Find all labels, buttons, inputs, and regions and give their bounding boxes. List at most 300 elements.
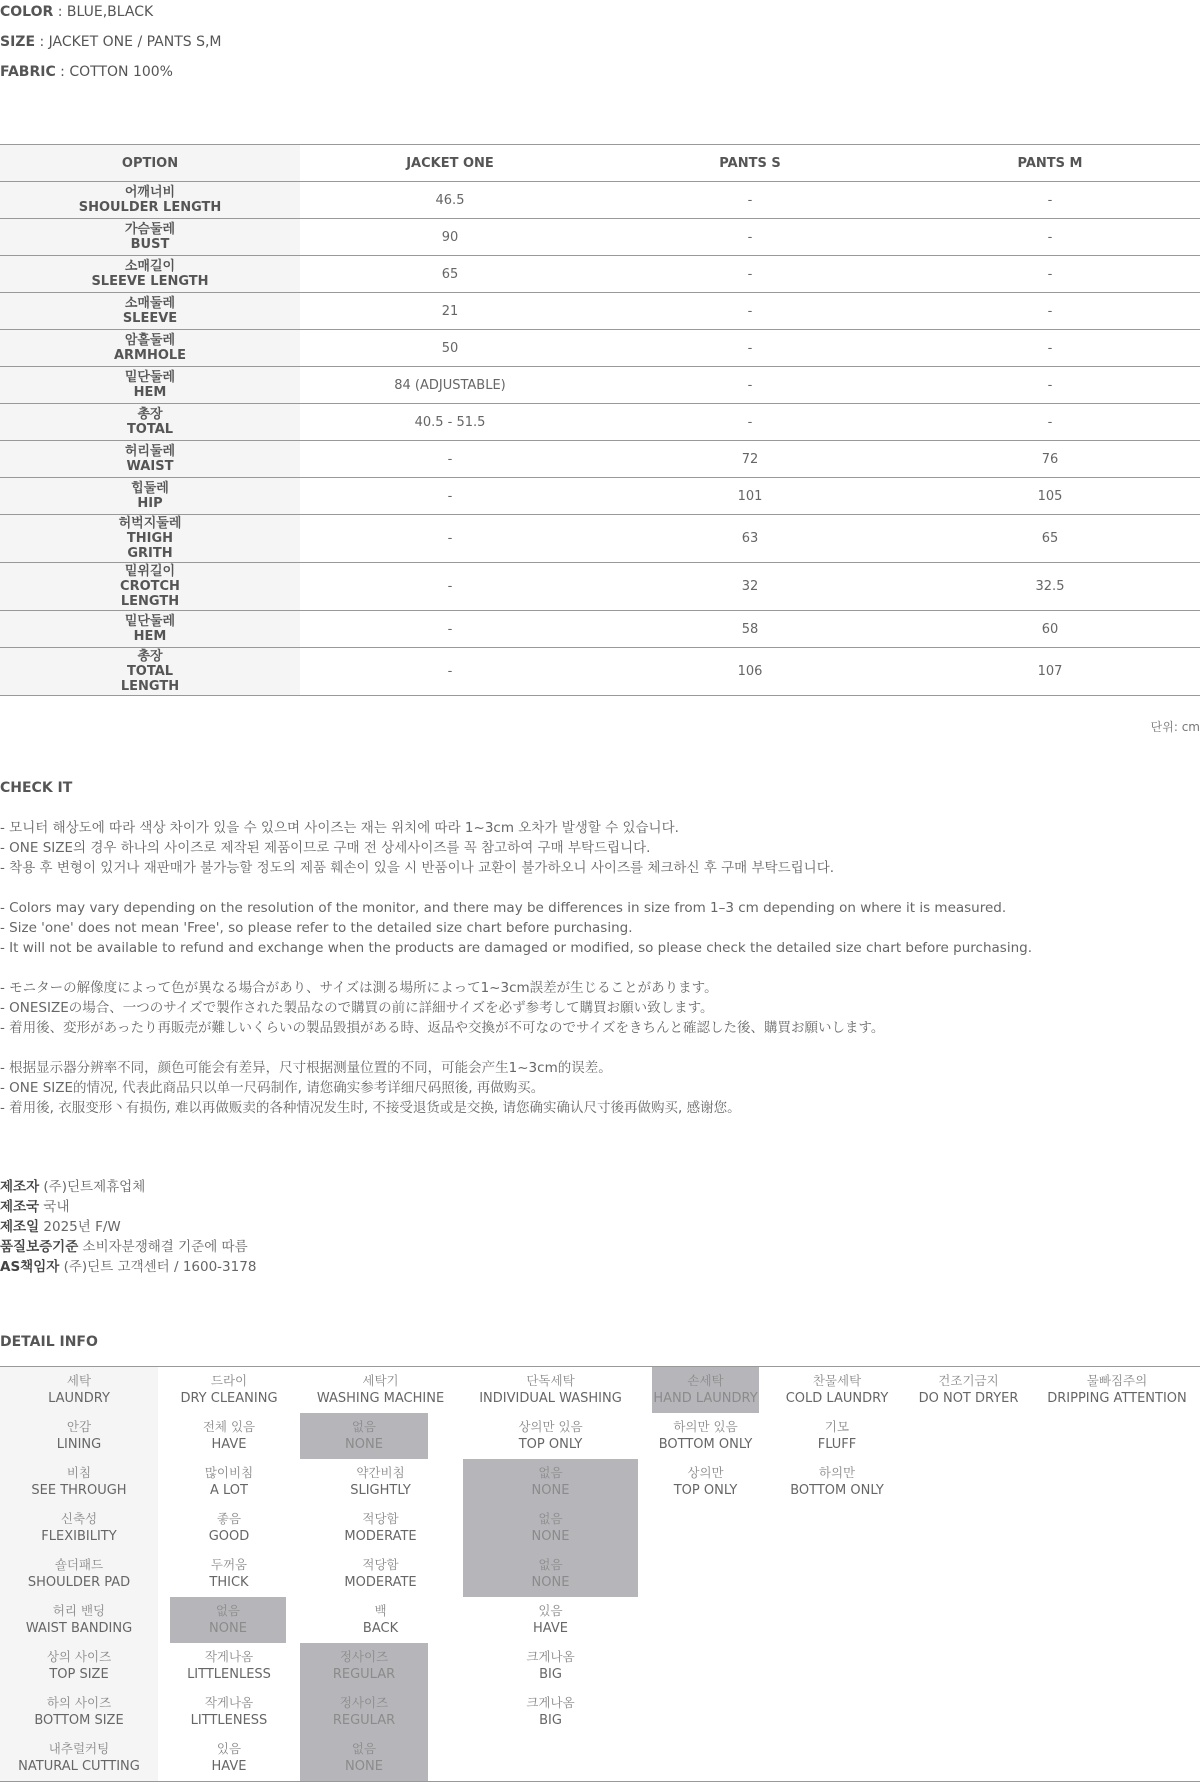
detail-option xyxy=(158,1367,300,1413)
detail-option xyxy=(300,1505,461,1551)
size-value: - xyxy=(747,303,753,319)
detail-category xyxy=(0,1735,158,1781)
option-ko: 총장 xyxy=(137,407,163,422)
detail-option xyxy=(640,1459,771,1505)
detail-ko: 비침 xyxy=(66,1465,92,1480)
detail-category xyxy=(0,1551,158,1597)
size-value: 46.5 xyxy=(435,192,465,208)
note-line: - モニターの解像度によって色が異なる場合があり、サイズは測る場所によって1~3cm誤差が生じることがあります。 xyxy=(0,980,718,996)
detail-en: BACK xyxy=(362,1621,399,1636)
size-value: 105 xyxy=(1037,488,1063,504)
size-value: - xyxy=(747,266,753,282)
detail-ko: 하의만 xyxy=(818,1465,856,1480)
size-table-header xyxy=(0,145,1200,182)
option-ko: 암홀둘레 xyxy=(124,333,176,348)
detail-cell-selected xyxy=(300,1689,428,1735)
detail-ko: 두꺼움 xyxy=(210,1557,248,1572)
detail-en: TOP ONLY xyxy=(673,1483,738,1498)
detail-ko: 상의 사이즈 xyxy=(46,1649,112,1664)
spec-fabric xyxy=(0,64,173,80)
detail-cell-selected xyxy=(300,1643,428,1689)
maker-row xyxy=(0,1197,256,1217)
maker-value: (주)딘트제휴업체 xyxy=(39,1179,146,1195)
size-value: - xyxy=(747,340,753,356)
size-value: - xyxy=(747,192,753,208)
detail-cell-wrap xyxy=(158,1597,300,1643)
detail-cell-wrap xyxy=(158,1551,300,1597)
detail-row xyxy=(0,1413,1200,1459)
note-line: - 着用後, 衣服变形丶有损伤, 难以再做贩卖的各种情况发生时, 不接受退货或是交换, 请您确实确认尺寸後再做购买, 感谢您。 xyxy=(0,1100,741,1116)
note-line: - ONESIZEの場合、一つのサイズで製作された製品なので購買の前に詳細サイズを必ず参考して購買お願い致します。 xyxy=(0,1000,714,1016)
detail-option xyxy=(1034,1367,1200,1413)
detail-category xyxy=(0,1459,158,1505)
table-row xyxy=(0,293,1200,330)
detail-category xyxy=(0,1367,158,1413)
notes-group xyxy=(0,818,1200,878)
size-value: - xyxy=(447,531,453,546)
size-value: 32.5 xyxy=(1035,579,1065,594)
option-en: HIP xyxy=(137,496,163,511)
detail-en: NONE xyxy=(345,1759,383,1774)
detail-cell-wrap xyxy=(158,1459,300,1505)
maker-label: 제조자 xyxy=(0,1179,40,1195)
detail-ko: 하의만 있음 xyxy=(673,1419,738,1434)
detail-ko: 없음 xyxy=(351,1419,377,1434)
detail-en: NATURAL CUTTING xyxy=(18,1759,140,1774)
detail-cell-wrap xyxy=(461,1459,640,1505)
maker-value: 2025년 F/W xyxy=(39,1219,121,1235)
detail-en: INDIVIDUAL WASHING xyxy=(479,1391,622,1406)
size-value: 76 xyxy=(1041,451,1059,467)
size-value: - xyxy=(1047,229,1053,245)
maker-value: 국내 xyxy=(39,1199,70,1215)
size-value: - xyxy=(447,664,453,679)
option-label xyxy=(0,293,300,330)
detail-en: NONE xyxy=(531,1529,570,1544)
option-label xyxy=(0,611,300,648)
spec-color-label: COLOR xyxy=(0,4,54,20)
detail-ko: 건조기금지 xyxy=(938,1373,999,1388)
detail-ko: 없음 xyxy=(351,1741,377,1756)
detail-cell-selected xyxy=(463,1505,638,1551)
detail-cell-wrap xyxy=(0,1597,158,1643)
detail-ko: 신축성 xyxy=(60,1511,98,1526)
maker-label: 품질보증기준 xyxy=(0,1239,79,1255)
detail-ko: 단독세탁 xyxy=(526,1373,575,1388)
detail-option xyxy=(771,1459,903,1505)
notes-group xyxy=(0,978,1200,1038)
detail-en: LITTLENESS xyxy=(190,1713,268,1728)
spec-color xyxy=(0,4,153,20)
detail-en: MODERATE xyxy=(344,1575,417,1590)
size-value: - xyxy=(747,414,753,430)
detail-en: SLIGHTLY xyxy=(350,1483,411,1498)
detail-en: TOP SIZE xyxy=(49,1667,109,1682)
table-row xyxy=(0,182,1200,219)
option-label xyxy=(0,441,300,478)
detail-ko: 허리 밴딩 xyxy=(52,1603,106,1618)
spec-size-value: : JACKET ONE / PANTS S,M xyxy=(35,34,222,50)
maker-label: AS책임자 xyxy=(0,1259,60,1275)
detail-cell-selected xyxy=(170,1597,286,1643)
table-row xyxy=(0,367,1200,404)
size-value: - xyxy=(447,488,453,504)
detail-en: FLUFF xyxy=(817,1437,857,1452)
detail-cell-wrap xyxy=(300,1367,461,1413)
option-en: CROTCH xyxy=(120,579,180,594)
detail-cell-wrap xyxy=(461,1413,640,1459)
detail-cell-wrap xyxy=(300,1551,461,1597)
detail-category xyxy=(0,1689,158,1735)
detail-cell-wrap xyxy=(158,1735,300,1781)
option-en2: GRITH xyxy=(127,546,173,561)
size-value: - xyxy=(1047,340,1053,356)
option-label xyxy=(0,367,300,404)
maker-label: 제조일 xyxy=(0,1219,40,1235)
detail-option xyxy=(300,1597,461,1643)
detail-cell-wrap xyxy=(158,1367,300,1413)
table-row xyxy=(0,330,1200,367)
maker-value: (주)딘트 고객센터 / 1600-3178 xyxy=(59,1259,257,1275)
size-value: - xyxy=(1047,266,1053,282)
detail-ko: 정사이즈 xyxy=(339,1695,389,1710)
detail-cell-wrap xyxy=(158,1689,300,1735)
option-ko: 소매둘레 xyxy=(124,296,176,311)
detail-en: LINING xyxy=(56,1437,102,1452)
table-row xyxy=(0,563,1200,611)
detail-en: MODERATE xyxy=(344,1529,417,1544)
detail-cell-selected xyxy=(652,1367,759,1413)
detail-option xyxy=(158,1413,300,1459)
detail-en: SEE THROUGH xyxy=(31,1483,127,1498)
option-label xyxy=(0,256,300,293)
detail-ko: 전체 있음 xyxy=(202,1419,256,1434)
detail-ko: 안감 xyxy=(66,1419,92,1434)
detail-cell-wrap xyxy=(158,1643,300,1689)
detail-option xyxy=(158,1459,300,1505)
detail-ko: 없음 xyxy=(538,1557,563,1572)
table-row xyxy=(0,219,1200,256)
maker-info xyxy=(0,1177,256,1277)
detail-row xyxy=(0,1459,1200,1505)
detail-ko: 기모 xyxy=(824,1419,850,1434)
spec-fabric-value: : COTTON 100% xyxy=(55,64,173,80)
option-en: HEM xyxy=(133,385,167,400)
option-ko: 허리둘레 xyxy=(124,444,176,459)
detail-ko: 없음 xyxy=(538,1511,563,1526)
table-row xyxy=(0,515,1200,563)
detail-en: DRY CLEANING xyxy=(180,1391,278,1406)
option-label xyxy=(0,563,300,611)
detail-en: GOOD xyxy=(208,1529,250,1544)
detail-category xyxy=(0,1505,158,1551)
detail-cell-wrap xyxy=(1034,1367,1200,1413)
size-value: 32 xyxy=(741,579,759,594)
detail-cell-wrap xyxy=(640,1367,771,1413)
detail-ko: 적당함 xyxy=(362,1557,399,1572)
spec-color-value: : BLUE,BLACK xyxy=(53,4,154,20)
option-en: SLEEVE LENGTH xyxy=(91,274,209,289)
size-value: - xyxy=(747,377,753,393)
option-en: SHOULDER LENGTH xyxy=(78,200,222,215)
detail-option xyxy=(158,1643,300,1689)
note-line: - 모니터 해상도에 따라 색상 차이가 있을 수 있으며 사이즈는 재는 위치에 따라 1~3cm 오차가 발생할 수 있습니다. xyxy=(0,820,679,836)
option-ko: 허벅지둘레 xyxy=(118,516,182,531)
size-value: 101 xyxy=(737,488,763,504)
detail-ko: 상의만 xyxy=(687,1465,724,1480)
detail-ko: 약간비침 xyxy=(356,1465,405,1480)
header-option: OPTION xyxy=(0,145,300,182)
detail-en: NONE xyxy=(209,1621,247,1636)
maker-row xyxy=(0,1237,256,1257)
detail-option xyxy=(158,1551,300,1597)
option-en: BUST xyxy=(130,237,170,252)
size-value: - xyxy=(1047,303,1053,319)
detail-ko: 하의 사이즈 xyxy=(46,1695,112,1710)
option-ko: 힙둘레 xyxy=(131,481,169,496)
detail-cell-wrap xyxy=(300,1597,461,1643)
size-value: 60 xyxy=(1041,621,1059,637)
detail-row xyxy=(0,1643,1200,1689)
option-en: TOTAL xyxy=(126,422,174,437)
detail-cell-wrap xyxy=(0,1735,158,1781)
note-line: - 착용 후 변형이 있거나 재판매가 불가능할 정도의 제품 훼손이 있을 시 반품이나 교환이 불가하오니 사이즈를 체크하신 후 구매 부탁드립니다. xyxy=(0,860,835,876)
detail-option xyxy=(158,1735,300,1781)
detail-ko: 작게나옴 xyxy=(204,1649,254,1664)
detail-option xyxy=(300,1459,461,1505)
note-line: - 根据显示器分辨率不同，颜色可能会有差异，尺寸根据测量位置的不同，可能会产生1~3cm的误差。 xyxy=(0,1060,612,1076)
table-row xyxy=(0,611,1200,648)
table-row xyxy=(0,478,1200,515)
detail-en: DO NOT DRYER xyxy=(918,1391,1019,1406)
spec-size xyxy=(0,34,222,50)
detail-cell-wrap xyxy=(0,1689,158,1735)
detail-category xyxy=(0,1597,158,1643)
notes-group xyxy=(0,898,1200,958)
maker-value: 소비자분쟁해결 기준에 따름 xyxy=(78,1239,248,1255)
option-ko: 밑위길이 xyxy=(124,564,176,579)
detail-ko: 크게나옴 xyxy=(526,1649,575,1664)
detail-en: WASHING MACHINE xyxy=(316,1391,445,1406)
option-label xyxy=(0,219,300,256)
detail-row xyxy=(0,1689,1200,1735)
detail-ko: 작게나옴 xyxy=(204,1695,254,1710)
detail-ko: 찬물세탁 xyxy=(812,1373,862,1388)
unit-label: 단위: cm xyxy=(1150,720,1200,734)
detail-category xyxy=(0,1643,158,1689)
size-value: 63 xyxy=(741,531,759,546)
detail-en: DRIPPING ATTENTION xyxy=(1047,1391,1187,1406)
check-it-notes xyxy=(0,818,1200,1138)
detail-en: BIG xyxy=(539,1667,562,1682)
detail-ko: 물빠짐주의 xyxy=(1086,1373,1148,1388)
option-label xyxy=(0,648,300,696)
note-line: - Size 'one' does not mean 'Free', so please refer to the detailed size chart before purchasing. xyxy=(0,920,633,936)
detail-ko: 숄더패드 xyxy=(54,1557,104,1572)
option-label xyxy=(0,515,300,563)
size-value: 72 xyxy=(741,451,759,467)
maker-row xyxy=(0,1257,256,1277)
note-line: - ONE SIZE的情况, 代表此商品只以单一尺码制作, 请您确实参考详细尺码照後, 再做购买。 xyxy=(0,1080,545,1096)
detail-en: SHOULDER PAD xyxy=(27,1575,131,1590)
detail-en: NONE xyxy=(345,1437,383,1452)
spec-size-label: SIZE xyxy=(0,34,36,50)
detail-option xyxy=(461,1689,640,1735)
detail-cell-wrap xyxy=(158,1413,300,1459)
detail-en: LITTLENLESS xyxy=(187,1667,271,1682)
note-line: - 着用後、変形があったり再販売が難しいくらいの製品毀損がある時、返品や交換が不可なのでサイズをきちんと確認した後、購買お願いします。 xyxy=(0,1020,885,1036)
size-table xyxy=(0,144,1200,696)
note-line: - Colors may vary depending on the resolution of the monitor, and there may be differences in size from 1–3 cm depending on where it is measured. xyxy=(0,900,1007,916)
detail-en: TOP ONLY xyxy=(518,1437,583,1452)
detail-info-table xyxy=(0,1366,1200,1782)
option-label xyxy=(0,330,300,367)
size-value: 40.5 - 51.5 xyxy=(414,414,486,430)
detail-en: NONE xyxy=(531,1483,570,1498)
detail-option xyxy=(771,1367,903,1413)
detail-category xyxy=(0,1413,158,1459)
maker-row xyxy=(0,1177,256,1197)
detail-row xyxy=(0,1505,1200,1551)
maker-row xyxy=(0,1217,256,1237)
detail-en: REGULAR xyxy=(332,1667,396,1682)
detail-option xyxy=(300,1551,461,1597)
size-value: 50 xyxy=(441,340,459,356)
detail-en: HAVE xyxy=(211,1437,247,1452)
detail-cell-wrap xyxy=(158,1505,300,1551)
detail-cell-wrap xyxy=(461,1505,640,1551)
detail-row xyxy=(0,1367,1200,1413)
detail-row xyxy=(0,1551,1200,1597)
table-row xyxy=(0,256,1200,293)
detail-row xyxy=(0,1597,1200,1643)
detail-cell-wrap xyxy=(903,1367,1034,1413)
detail-ko: 백 xyxy=(374,1603,387,1618)
size-value: 58 xyxy=(741,621,759,637)
size-value: 65 xyxy=(441,266,459,282)
detail-cell-wrap xyxy=(461,1689,640,1735)
detail-ko: 좋음 xyxy=(216,1511,242,1526)
option-ko: 밑단둘레 xyxy=(124,370,176,385)
detail-ko: 많이비침 xyxy=(204,1465,254,1480)
detail-cell-wrap xyxy=(640,1413,771,1459)
size-value: - xyxy=(447,579,453,594)
detail-en: BOTTOM SIZE xyxy=(34,1713,124,1728)
detail-cell-wrap xyxy=(0,1367,158,1413)
detail-en: NONE xyxy=(531,1575,570,1590)
detail-en: WAIST BANDING xyxy=(25,1621,133,1636)
detail-ko: 정사이즈 xyxy=(339,1649,389,1664)
size-value: 90 xyxy=(441,229,459,245)
detail-cell-wrap xyxy=(0,1643,158,1689)
detail-en: LAUNDRY xyxy=(48,1391,110,1406)
detail-en: REGULAR xyxy=(332,1713,396,1728)
option-en2: LENGTH xyxy=(120,594,180,609)
option-en: TOTAL xyxy=(126,664,174,679)
header-jacket-one: JACKET ONE xyxy=(406,155,494,171)
detail-en: HAVE xyxy=(211,1759,247,1774)
detail-option xyxy=(461,1643,640,1689)
detail-en: BOTTOM ONLY xyxy=(658,1437,753,1452)
detail-en: BOTTOM ONLY xyxy=(790,1483,884,1498)
detail-ko: 있음 xyxy=(538,1603,563,1618)
detail-cell-wrap xyxy=(300,1643,461,1689)
table-row xyxy=(0,648,1200,696)
detail-ko: 있음 xyxy=(216,1741,242,1756)
note-line: - ONE SIZE의 경우 하나의 사이즈로 제작된 제품이므로 구매 전 상세사이즈를 꼭 참고하여 구매 부탁드립니다. xyxy=(0,840,651,856)
detail-cell-wrap xyxy=(461,1551,640,1597)
detail-ko: 크게나옴 xyxy=(526,1695,575,1710)
detail-cell-wrap xyxy=(0,1413,158,1459)
notes-group xyxy=(0,1058,1200,1118)
table-row xyxy=(0,404,1200,441)
detail-cell-wrap xyxy=(461,1597,640,1643)
size-value: - xyxy=(747,229,753,245)
header-pants-s: PANTS S xyxy=(719,155,781,171)
detail-ko: 상의만 있음 xyxy=(518,1419,583,1434)
detail-en: HAVE xyxy=(533,1621,568,1636)
detail-en: COLD LAUNDRY xyxy=(785,1391,889,1406)
detail-en: A LOT xyxy=(210,1483,248,1498)
detail-option xyxy=(903,1367,1034,1413)
detail-cell-wrap xyxy=(300,1459,461,1505)
detail-ko: 드라이 xyxy=(210,1373,248,1388)
size-value: 84 (ADJUSTABLE) xyxy=(394,377,506,393)
option-en2: LENGTH xyxy=(120,679,180,694)
check-it-title: CHECK IT xyxy=(0,780,73,796)
option-en: SLEEVE xyxy=(122,311,178,326)
detail-en: THICK xyxy=(209,1575,249,1590)
detail-cell-selected xyxy=(463,1551,638,1597)
detail-cell-selected xyxy=(300,1735,428,1781)
detail-ko: 적당함 xyxy=(362,1511,399,1526)
detail-en: FLEXIBILITY xyxy=(41,1529,117,1544)
spec-fabric-label: FABRIC xyxy=(0,64,56,80)
detail-ko: 세탁기 xyxy=(362,1373,399,1388)
detail-cell-wrap xyxy=(771,1367,903,1413)
detail-ko: 세탁 xyxy=(66,1373,92,1388)
size-value: 106 xyxy=(737,664,763,679)
detail-cell-wrap xyxy=(300,1689,461,1735)
option-ko: 총장 xyxy=(137,649,163,664)
detail-option xyxy=(461,1367,640,1413)
detail-cell-selected xyxy=(300,1413,428,1459)
option-ko: 가슴둘레 xyxy=(124,222,176,237)
detail-ko: 없음 xyxy=(215,1603,241,1618)
detail-cell-wrap xyxy=(300,1505,461,1551)
size-value: - xyxy=(1047,377,1053,393)
option-label xyxy=(0,404,300,441)
detail-en: HAND LAUNDRY xyxy=(653,1391,758,1406)
detail-cell-wrap xyxy=(461,1643,640,1689)
option-en: ARMHOLE xyxy=(113,348,187,363)
option-label xyxy=(0,478,300,515)
detail-info-title: DETAIL INFO xyxy=(0,1334,98,1350)
option-en: WAIST xyxy=(126,459,174,474)
maker-label: 제조국 xyxy=(0,1199,40,1215)
detail-cell-wrap xyxy=(300,1413,461,1459)
size-value: 107 xyxy=(1037,664,1063,679)
detail-cell-wrap xyxy=(640,1459,771,1505)
size-value: 21 xyxy=(441,303,459,319)
detail-option xyxy=(300,1367,461,1413)
detail-option xyxy=(158,1689,300,1735)
detail-option xyxy=(771,1413,903,1459)
table-row xyxy=(0,441,1200,478)
detail-cell-wrap xyxy=(300,1735,461,1781)
detail-cell-wrap xyxy=(461,1367,640,1413)
option-label xyxy=(0,182,300,219)
